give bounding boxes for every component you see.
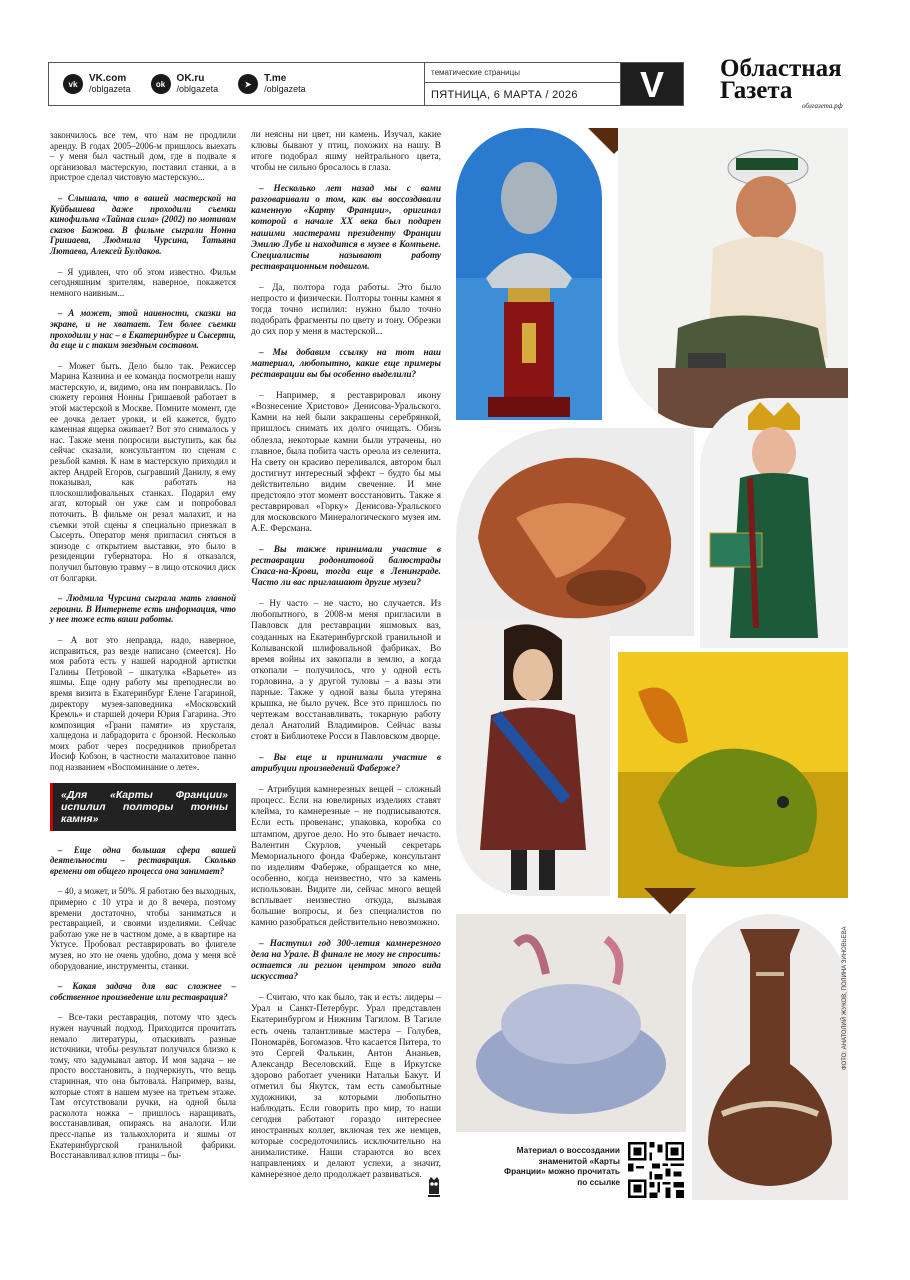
page-letter-badge: V	[621, 63, 683, 105]
logo-line-2: Газета	[720, 77, 793, 104]
paragraph: – Может быть. Дело было так. Режиссер Марина Казнина и ее команда посмотрели нашу мастерскую, и, видимо, она им понравилась. По сюжету героиня Нонны Гришаевой работает в этой мастерской в Москве. Помните момент, где ее дочка делает уроки, и ей кажется, будто каменная ящерка оживает? Вот это снималось у нас. Также меня попросили выступить, как бы сейчас сказали, консультантом по сценам с резьбой камня. К нам в мастерскую приходил и актер Андрей Егоров, сыгравший Данилу, я ему показывал, как работать на плоскошлифовальных станках. Подарил ему агат, который он уже сам и попробовал поточить. В фильме он резал малахит, и на съемки этой сцены я специально приезжал в Сысерть. Оператор меня пригласил сняться в эпизоде с открытием выставки, это было в резиденции губернатора. Но я отказался, получил бытовую травму – в лицо отскочил диск от болгарки.	[50, 360, 236, 583]
social-handle: /oblgazeta	[176, 84, 219, 94]
masthead-bar	[48, 62, 684, 106]
interview-question: – Людмила Чурсина сыграла мать главной героини. В Интернете есть информация, что у нее тоже есть ваши работы.	[50, 593, 236, 625]
social-link[interactable]	[151, 73, 219, 95]
decorative-triangle	[644, 888, 696, 914]
subheading-banner: «Для «Карты Франции» испилил полторы тонны камня»	[50, 783, 236, 831]
paragraph: – 40, а может, и 50%. Я работаю без выходных, примерно с 10 утра и до 8 вечера, поэтому времени достаточно, чтобы заниматься и реставрацией, и своими изделиями. Сейчас работаю уже не в частном доме, а в квартире на Уктусе. Пробовал реставрировать во флигеле музея, но это не очень удобно, дома у меня всё оборудование, инструменты, станки.	[50, 886, 236, 971]
social-link[interactable]	[238, 73, 306, 95]
article-column-2	[251, 130, 441, 1191]
owl-logo-icon	[428, 1176, 440, 1198]
photo-peter-figurine	[456, 620, 610, 896]
paragraph: – Например, я реставрировал икону «Вознесение Христово» Денисова-Уральского. Камни на ней были закрашены серебрянкой, пришлось снимать их долго очищать. Обизь облезла, некоторые камни были утрачены, но главное, была побита часть ореола из селенита. На свету он красиво переливался, автором был достигнут интересный эффект – будто бы мы действительно видим свечение. И мне предстояло этот момент восстановить. Также я реставрировал «Горку» Денисова-Уральского для московского Минералогического музея им. А.Е. Ферсмана.	[251, 391, 441, 534]
paragraph: закончилось все тем, что нам не продлили аренду. В годах 2005–2006-м пришлось выехать – у меня был частный дом, где в подвале я организовал мастерскую, поставил станки, а в пристрое сделал чистовую мастерскую...	[50, 130, 236, 183]
photo-queen-figurine	[700, 398, 848, 648]
photo-jasper-vase	[692, 914, 848, 1200]
issue-date: ПЯТНИЦА, 6 МАРТА / 2026	[431, 89, 578, 101]
paragraph: – А вот это неправда, надо, наверное, исправиться, раз везде написано (смеется). Но моя работа есть у нашей народной артистки Галины Петровой – шкатулка «Варьете» из яшмы. Еще одну работу мы преподнесли во время визита в Екатеринбург Елене Гагариной, директору музея-заповедника «Московский Кремль» и старшей дочери Юрия Гагарина. Это композиция «Грани памяти» из хрусталя, халцедона и лабрадорита с бронзой. Несколько моих работ через посредников приобретал Иосиф Кобзон, в частности малахитовое панно под названием «Воспоминание о лете».	[50, 634, 236, 773]
paragraph: – Я удивлен, что об этом известно. Фильм сегодняшним зрителям, наверное, покажется немного наивным...	[50, 266, 236, 298]
photo-bust-on-pedestal	[456, 128, 602, 420]
interview-question: – Наступил год 300-летия камнерезного дела на Урале. В финале не могу не спросить: остается ли регион центром этого вида искусства?	[251, 939, 441, 983]
ok-icon: ok	[151, 74, 171, 94]
interview-question: – Несколько лет назад мы с вами разговаривали о том, как вы воссоздавали каменную «Карту Франции», оригинал которой в начале XX века был подарен нашими мастерами президенту Франции Эмилю Лубе и находится в музее в Компьене. Специалисты называют работу реставрационным подвигом.	[251, 184, 441, 272]
social-links	[49, 63, 425, 105]
interview-question: – Мы добавим ссылку на тот наш материал, любопытно, какие еще примеры реставрации вы бы особенно выделили?	[251, 348, 441, 381]
interview-question: – Еще одна большая сфера вашей деятельности – реставрация. Сколько времени от общего процесса она занимает?	[50, 844, 236, 876]
qr-code[interactable]	[628, 1142, 684, 1198]
interview-question: – Какая задача для вас сложнее – собственное произведение или реставрация?	[50, 981, 236, 1002]
logo-line-1: Областная	[720, 55, 842, 82]
photo-figurine-seated-man	[618, 128, 848, 428]
interview-question: – Вы также принимали участие в реставрации родонитовой балюстрады Спаса-на-Крови, тогда еще в Ленинграде. Часто ли вас приглашают другие музеи?	[251, 545, 441, 589]
social-name: VK.com	[89, 73, 127, 84]
social-text	[89, 73, 131, 95]
paragraph: – Да, полтора года работы. Это было непросто и физически. Полторы тонны камня я тогда точно испилил: нужно было точно подобрать фрагменты по цвету и тону. Обрезки до сих пор у меня в мастерской...	[251, 282, 441, 337]
paragraph: – Считаю, что как было, так и есть: лидеры – Урал и Санкт-Петербург. Урал представлен Екатеринбургом и Нижним Тагилом. В Тагиле есть очень талантливые мастера – Голубев, Пономарёв, Богомазов. Что касается Питера, то это Сергей Фалькин, Антон Ананьев, Александр Веселовский. Еще в Иркутске здорово работает ученики Натальи Бакут. И отметил бы Якутск, там есть самобытные художники, за которыми любопытно наблюдать. Если говорить про мир, то наши сегодня работают гораздо интереснее иностранных коллег, включая тех же немцев, которые сосредоточились исключительно на анималистике. Наши стараются во всех направлениях и делают успехи, а значит, камнерезное дело продолжает развиваться.	[251, 993, 441, 1181]
paragraph: – Атрибуция камнерезных вещей – сложный процесс. Если на ювелирных изделиях ставят клейма, то камнерезные – не подписываются. Если есть провенанс, упаковка, коробка со штампом, другое дело. Но это бывает нечасто. Валентин Скурлов, ученый секретарь Мемориального фонда Фаберже, консультант по изделиям Фаберже, обращается ко мне, особенно, когда неизвестно, что за камень использован. Видите ли, сейчас много вещей всплывает неизвестно откуда, вызывая большие вопросы, и без специалистов по камню разобраться действительно невозможно.	[251, 785, 441, 928]
photo-stone-carving-head	[456, 428, 694, 636]
telegram-icon: ➤	[238, 74, 258, 94]
issue-info	[425, 63, 621, 105]
social-handle: /oblgazeta	[264, 84, 306, 94]
social-text	[177, 73, 219, 95]
section-label: тематические страницы	[425, 63, 620, 83]
qr-caption: Материал о воссоздании знаменитой «Карты Франции» можно прочитать по ссылке	[504, 1145, 620, 1187]
logo-site[interactable]: облгазета.рф	[802, 102, 843, 110]
interview-question: – Вы еще и принимали участие в атрибуции произведений Фаберже?	[251, 753, 441, 775]
social-text	[264, 73, 306, 95]
paragraph: ли неясны ни цвет, ни камень. Изучал, какие клювы бывают у птиц, похожих на нашу. В итоге подобрал яшму нейтрального цвета, чтобы не сильно бросалось в глаза.	[251, 130, 441, 174]
interview-question: – А может, этой наивности, сказки на экране, и не хватает. Тем более съемки проходили у нас – в Екатеринбурге и Сысерти, да еще и с таким звездным составом.	[50, 308, 236, 351]
photo-credit: ФОТО: АНАТОЛИЙ ЖУКОВ, ПОЛИНА ЗИНОВЬЕВА	[842, 926, 848, 1070]
paragraph: – Ну часто – не часто, но случается. Из любопытного, в 2008-м меня пригласили в Павловск для реставрации яшмовых ваз, созданных на Екатеринбургской гранильной и Колыванской шлифовальной фабриках. Во время войны их закопали в землю, а когда откопали – получилось, что у одной есть горловина, а у другой туловы – а вазы эти парные. Также у одной вазы была утеряна крышка, не было ручек. Все это пришлось по чертежам восстанавливать, токарную работу делал Анатолий Владимиров. Сейчас вазы стоят в Библиотеке Росси в Павловском дворце.	[251, 599, 441, 743]
social-name: T.me	[264, 73, 287, 84]
vk-icon: vk	[63, 74, 83, 94]
photo-agate-beetle	[456, 914, 686, 1132]
newspaper-logo[interactable]	[720, 55, 852, 110]
social-name: OK.ru	[176, 73, 205, 84]
paragraph: – Все-таки реставрация, потому что здесь нужен научный подход. Приходится прочитать немало литературы, отыскивать разные источники, чтобы результат получился близко к тому, что задумывал автор. И моя задача – не просто восстановить, а подчеркнуть, что вещь старинная, что она бытовала. Например, вазы, которые стоят в нашем музее на третьем этаже. Там отсутствовали ручки, на одной была расколота ножка – пришлось наращивать, восстанавливая, опираясь на аналоги. Или пресс-папье из талькохлорита и яшмы от Екатеринбургской гранильной фабрики. Восстанавливал клюв птицы – бы-	[50, 1012, 236, 1161]
social-handle: /oblgazeta	[89, 84, 131, 94]
article-column-1	[50, 130, 236, 1171]
interview-question: – Слышала, что в вашей мастерской на Куйбышева даже проходили съемки кинофильма «Тайная сила» (2002) по мотивам сказов Бажова. В фильме сыграли Нонна Гришаева, Людмила Чурсина, Татьяна Лютаева, Алексей Булдаков.	[50, 192, 236, 256]
photo-amber-fish	[618, 652, 848, 898]
social-link[interactable]	[63, 73, 131, 95]
